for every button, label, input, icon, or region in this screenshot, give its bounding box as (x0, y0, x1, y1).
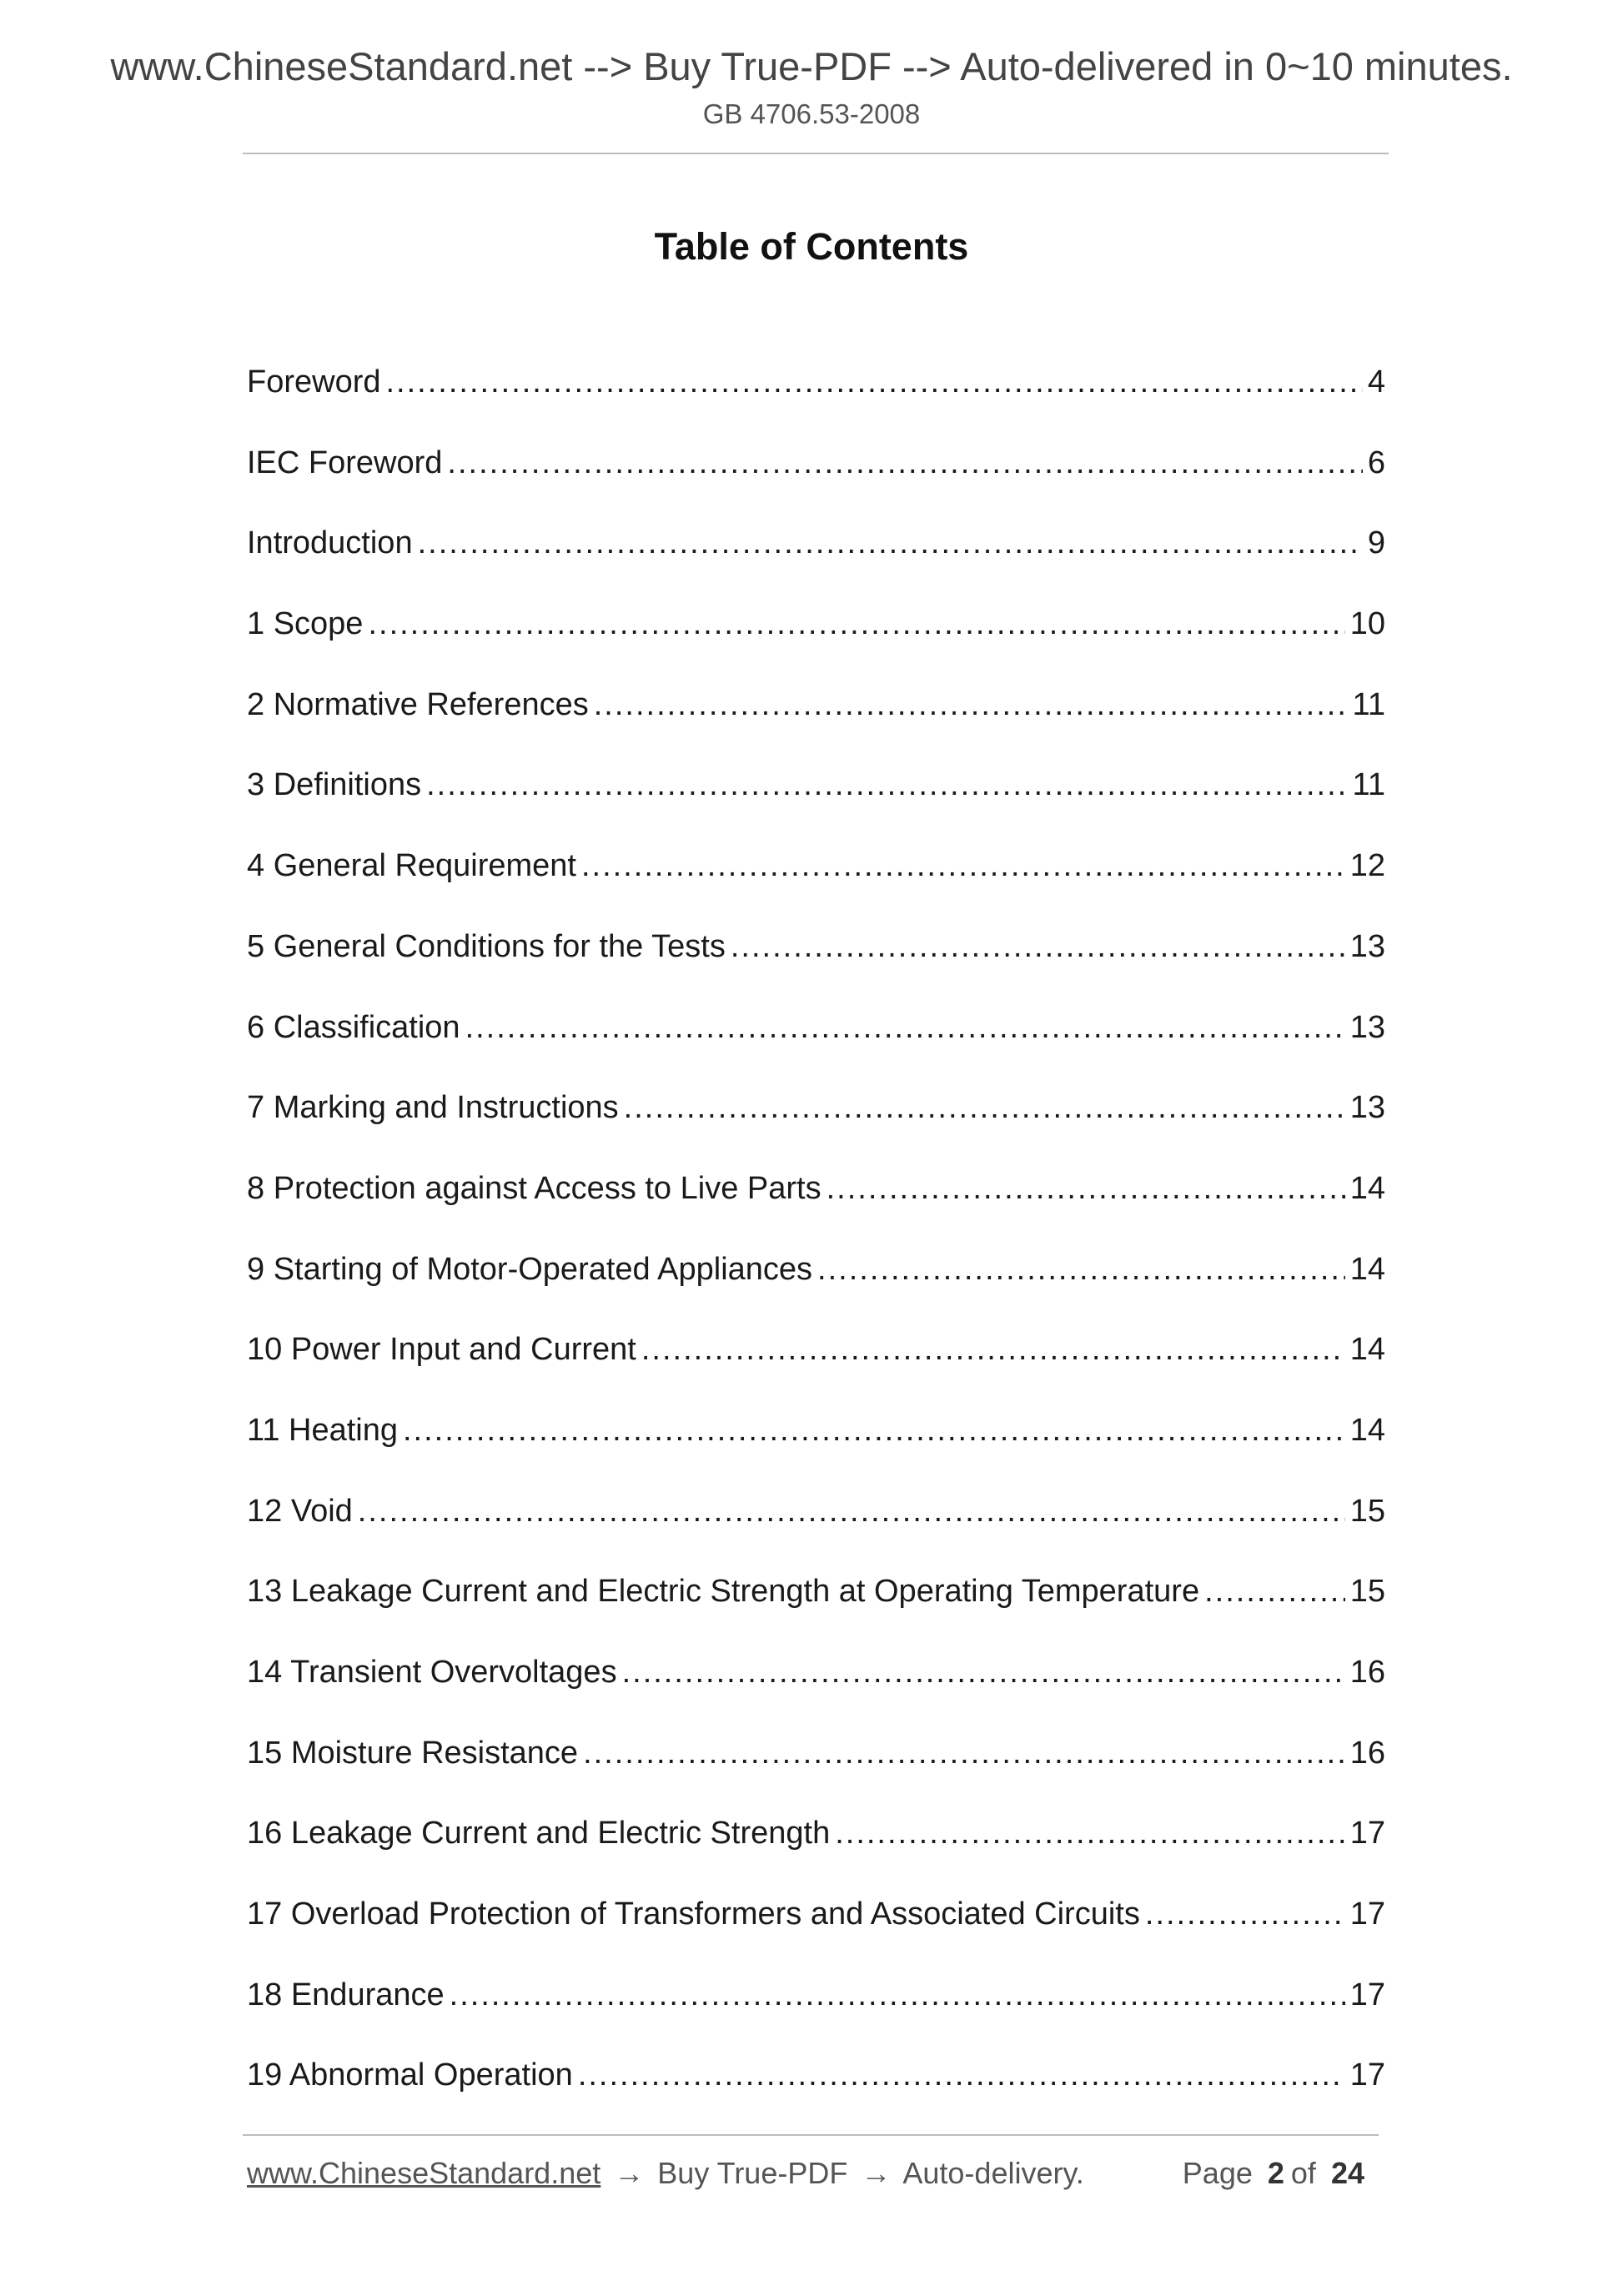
toc-entry[interactable] (247, 1566, 1385, 1647)
toc-dot-leader (817, 1244, 1345, 1294)
toc-entry[interactable] (247, 922, 1385, 1002)
arrow-right-icon: → (614, 2156, 645, 2190)
page-of-label: of (1290, 2156, 1316, 2190)
toc-entry-title: 1 Scope (247, 606, 364, 642)
toc-entry-title: 5 General Conditions for the Tests (247, 928, 726, 964)
toc-entry-title: 10 Power Input and Current (247, 1332, 636, 1368)
toc-dot-leader (358, 1486, 1345, 1536)
toc-entry-title: 12 Void (247, 1493, 353, 1529)
toc-entry[interactable] (247, 1002, 1385, 1083)
toc-entry-page-number: 17 (1349, 1897, 1385, 1932)
toc-entry-title: 8 Protection against Access to Live Parts (247, 1170, 822, 1206)
toc-entry-page-number: 12 (1349, 848, 1385, 884)
toc-entry-title: Introduction (247, 525, 413, 561)
toc-dot-leader (835, 1808, 1345, 1858)
toc-entry-title: 13 Leakage Current and Electric Strength at Operating Temperature (247, 1574, 1200, 1610)
toc-entry[interactable] (247, 357, 1385, 438)
footer-links (247, 2156, 1084, 2191)
toc-entry[interactable] (247, 1647, 1385, 1728)
header-divider (243, 153, 1389, 154)
toc-dot-leader (1145, 1889, 1345, 1939)
toc-entry[interactable] (247, 518, 1385, 599)
total-page-count: 24 (1330, 2156, 1364, 2190)
current-page-number: 2 (1267, 2156, 1284, 2190)
toc-entry[interactable] (247, 1970, 1385, 2051)
toc-dot-leader (641, 1324, 1345, 1374)
toc-entry-title: 18 Endurance (247, 1977, 445, 2012)
toc-entry[interactable] (247, 1244, 1385, 1325)
toc-entry[interactable] (247, 1405, 1385, 1486)
toc-entry-title: Foreword (247, 364, 381, 399)
toc-entry[interactable] (247, 2050, 1385, 2131)
toc-entry[interactable] (247, 760, 1385, 841)
toc-entry-page-number: 13 (1349, 1090, 1385, 1126)
header-banner: www.ChineseStandard.net --> Buy True-PDF --> Auto-delivered in 0~10 minutes. (110, 44, 1513, 88)
toc-entry-page-number: 11 (1352, 767, 1385, 803)
toc-entry-page-number: 16 (1349, 1735, 1385, 1771)
toc-entry[interactable] (247, 1728, 1385, 1809)
toc-entry-title: 11 Heating (247, 1412, 398, 1448)
page-label: Page (1182, 2156, 1253, 2190)
toc-entry-page-number: 13 (1349, 1009, 1385, 1045)
toc-entry-title: 6 Classification (247, 1009, 460, 1045)
website-link[interactable]: www.ChineseStandard.net (247, 2156, 601, 2190)
toc-entry[interactable] (247, 599, 1385, 680)
arrow-right-icon: → (861, 2156, 892, 2190)
toc-dot-leader (578, 2050, 1345, 2100)
toc-dot-leader (827, 1163, 1345, 1213)
toc-entry-page-number: 17 (1349, 1977, 1385, 2012)
toc-dot-leader (465, 1002, 1345, 1053)
toc-entry-title: 14 Transient Overvoltages (247, 1655, 617, 1690)
toc-entry[interactable] (247, 1808, 1385, 1889)
toc-dot-leader (581, 841, 1345, 891)
toc-dot-leader (594, 680, 1348, 730)
toc-entry-page-number: 6 (1367, 445, 1385, 480)
toc-entry-title: 9 Starting of Motor-Operated Appliances (247, 1251, 813, 1287)
toc-entry-title: 17 Overload Protection of Transformers and Associated Circuits (247, 1897, 1140, 1932)
toc-dot-leader (731, 922, 1345, 972)
toc-entry-page-number: 4 (1367, 364, 1385, 399)
buy-true-pdf-text: Buy True-PDF (657, 2156, 848, 2190)
toc-entry-page-number: 15 (1349, 1493, 1385, 1529)
toc-dot-leader (624, 1083, 1345, 1133)
toc-dot-leader (583, 1728, 1345, 1778)
toc-entry-page-number: 14 (1349, 1332, 1385, 1368)
toc-list (247, 357, 1385, 2131)
toc-entry[interactable] (247, 1324, 1385, 1405)
toc-dot-leader (622, 1647, 1345, 1697)
toc-entry-page-number: 10 (1349, 606, 1385, 642)
toc-entry-title: 2 Normative References (247, 686, 589, 722)
toc-entry-title: 7 Marking and Instructions (247, 1090, 619, 1126)
toc-entry-page-number: 16 (1349, 1655, 1385, 1690)
toc-entry[interactable] (247, 1163, 1385, 1244)
toc-entry-title: 16 Leakage Current and Electric Strength (247, 1816, 831, 1851)
page-footer (247, 2156, 1381, 2206)
toc-entry-title: IEC Foreword (247, 445, 443, 480)
toc-entry[interactable] (247, 1083, 1385, 1163)
toc-dot-leader (450, 1970, 1345, 2020)
toc-dot-leader (386, 357, 1363, 407)
toc-dot-leader (418, 518, 1363, 568)
auto-delivery-text: Auto-delivery. (902, 2156, 1084, 2190)
toc-entry-page-number: 15 (1349, 1574, 1385, 1610)
toc-dot-leader (447, 438, 1362, 488)
toc-dot-leader (426, 760, 1347, 810)
toc-dot-leader (1204, 1566, 1345, 1616)
toc-entry[interactable] (247, 438, 1385, 519)
toc-entry-title: 4 General Requirement (247, 848, 576, 884)
toc-entry-title: 15 Moisture Resistance (247, 1735, 579, 1771)
toc-dot-leader (368, 599, 1344, 649)
toc-entry-page-number: 14 (1349, 1251, 1385, 1287)
page-counter (1183, 2156, 1371, 2191)
footer-divider (243, 2134, 1379, 2136)
toc-entry[interactable] (247, 841, 1385, 922)
toc-entry-page-number: 13 (1349, 928, 1385, 964)
toc-entry[interactable] (247, 680, 1385, 761)
toc-title: Table of Contents (654, 225, 969, 268)
toc-entry-page-number: 17 (1349, 2057, 1385, 2093)
toc-entry[interactable] (247, 1486, 1385, 1567)
toc-entry-page-number: 9 (1367, 525, 1385, 561)
toc-entry-title: 19 Abnormal Operation (247, 2057, 573, 2093)
toc-entry-page-number: 17 (1349, 1816, 1385, 1851)
document-number: GB 4706.53-2008 (702, 98, 921, 129)
toc-dot-leader (403, 1405, 1345, 1455)
toc-entry-title: 3 Definitions (247, 767, 422, 803)
toc-entry[interactable] (247, 1889, 1385, 1970)
toc-entry-page-number: 11 (1352, 686, 1385, 722)
toc-entry-page-number: 14 (1349, 1170, 1385, 1206)
toc-entry-page-number: 14 (1349, 1412, 1385, 1448)
